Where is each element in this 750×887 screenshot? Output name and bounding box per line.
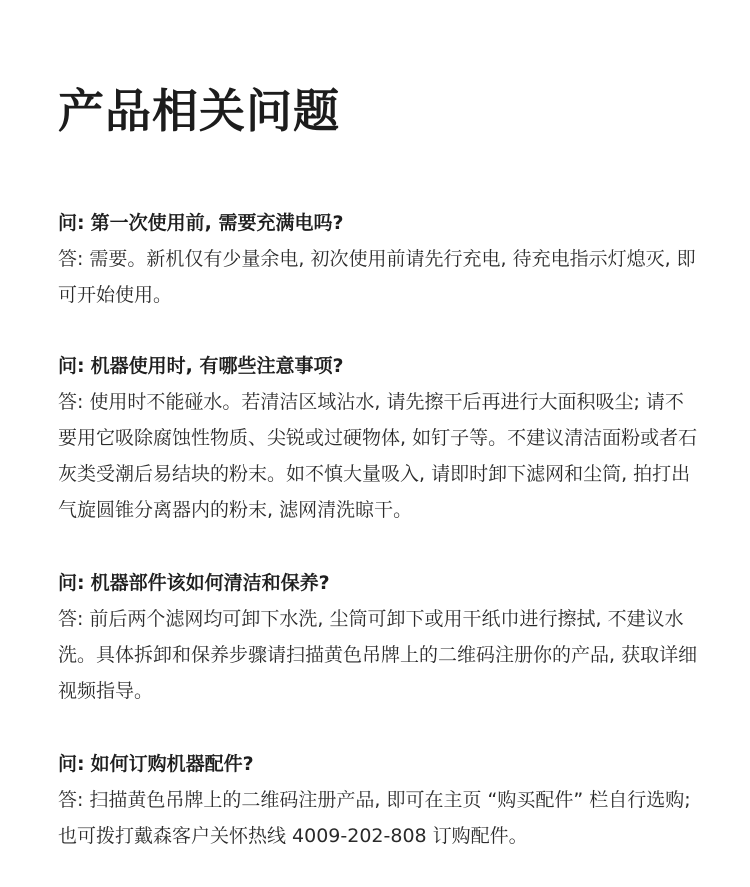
faq-question [58, 205, 698, 241]
question-prefix: 问: [58, 355, 85, 377]
question-text: 机器使用时, 有哪些注意事项? [90, 355, 344, 377]
question-text: 机器部件该如何清洁和保养? [90, 572, 330, 594]
question-prefix: 问: [58, 212, 85, 234]
question-prefix: 问: [58, 753, 85, 775]
answer-prefix: 答: [58, 608, 84, 630]
faq-answer [58, 782, 698, 854]
question-text: 第一次使用前, 需要充满电吗? [90, 212, 344, 234]
faq-answer [58, 241, 698, 313]
faq-item [58, 746, 698, 854]
question-prefix: 问: [58, 572, 85, 594]
page-title: 产品相关问题 [58, 84, 340, 138]
faq-question [58, 746, 698, 782]
faq-question [58, 565, 698, 601]
faq-item [58, 348, 698, 528]
answer-text: 需要。新机仅有少量余电, 初次使用前请先行充电, 待充电指示灯熄灭, 即可开始使用。 [58, 248, 696, 306]
faq-question [58, 348, 698, 384]
faq-answer [58, 601, 698, 709]
answer-prefix: 答: [58, 248, 84, 270]
answer-text: 前后两个滤网均可卸下水洗, 尘筒可卸下或用干纸巾进行擦拭, 不建议水洗。具体拆卸和保养步骤请扫描黄色吊牌上的二维码注册你的产品, 获取详细视频指导。 [58, 608, 698, 702]
question-text: 如何订购机器配件? [90, 753, 254, 775]
faq-item [58, 565, 698, 709]
answer-text: 扫描黄色吊牌上的二维码注册产品, 即可在主页 “购买配件” 栏自行选购; 也可拨打戴森客户关怀热线 4009-202-808 订购配件。 [58, 789, 691, 847]
faq-answer [58, 384, 698, 528]
answer-prefix: 答: [58, 391, 84, 413]
answer-text: 使用时不能碰水。若清洁区域沾水, 请先擦干后再进行大面积吸尘; 请不要用它吸除腐蚀性物质、尖锐或过硬物体, 如钉子等。不建议清洁面粉或者石灰类受潮后易结块的粉末。如不慎大量吸入, 请即时卸下滤网和尘筒, 拍打出气旋圆锥分离器内的粉末, 滤网清洗晾干。 [58, 391, 698, 521]
faq-item [58, 205, 698, 313]
answer-prefix: 答: [58, 789, 84, 811]
